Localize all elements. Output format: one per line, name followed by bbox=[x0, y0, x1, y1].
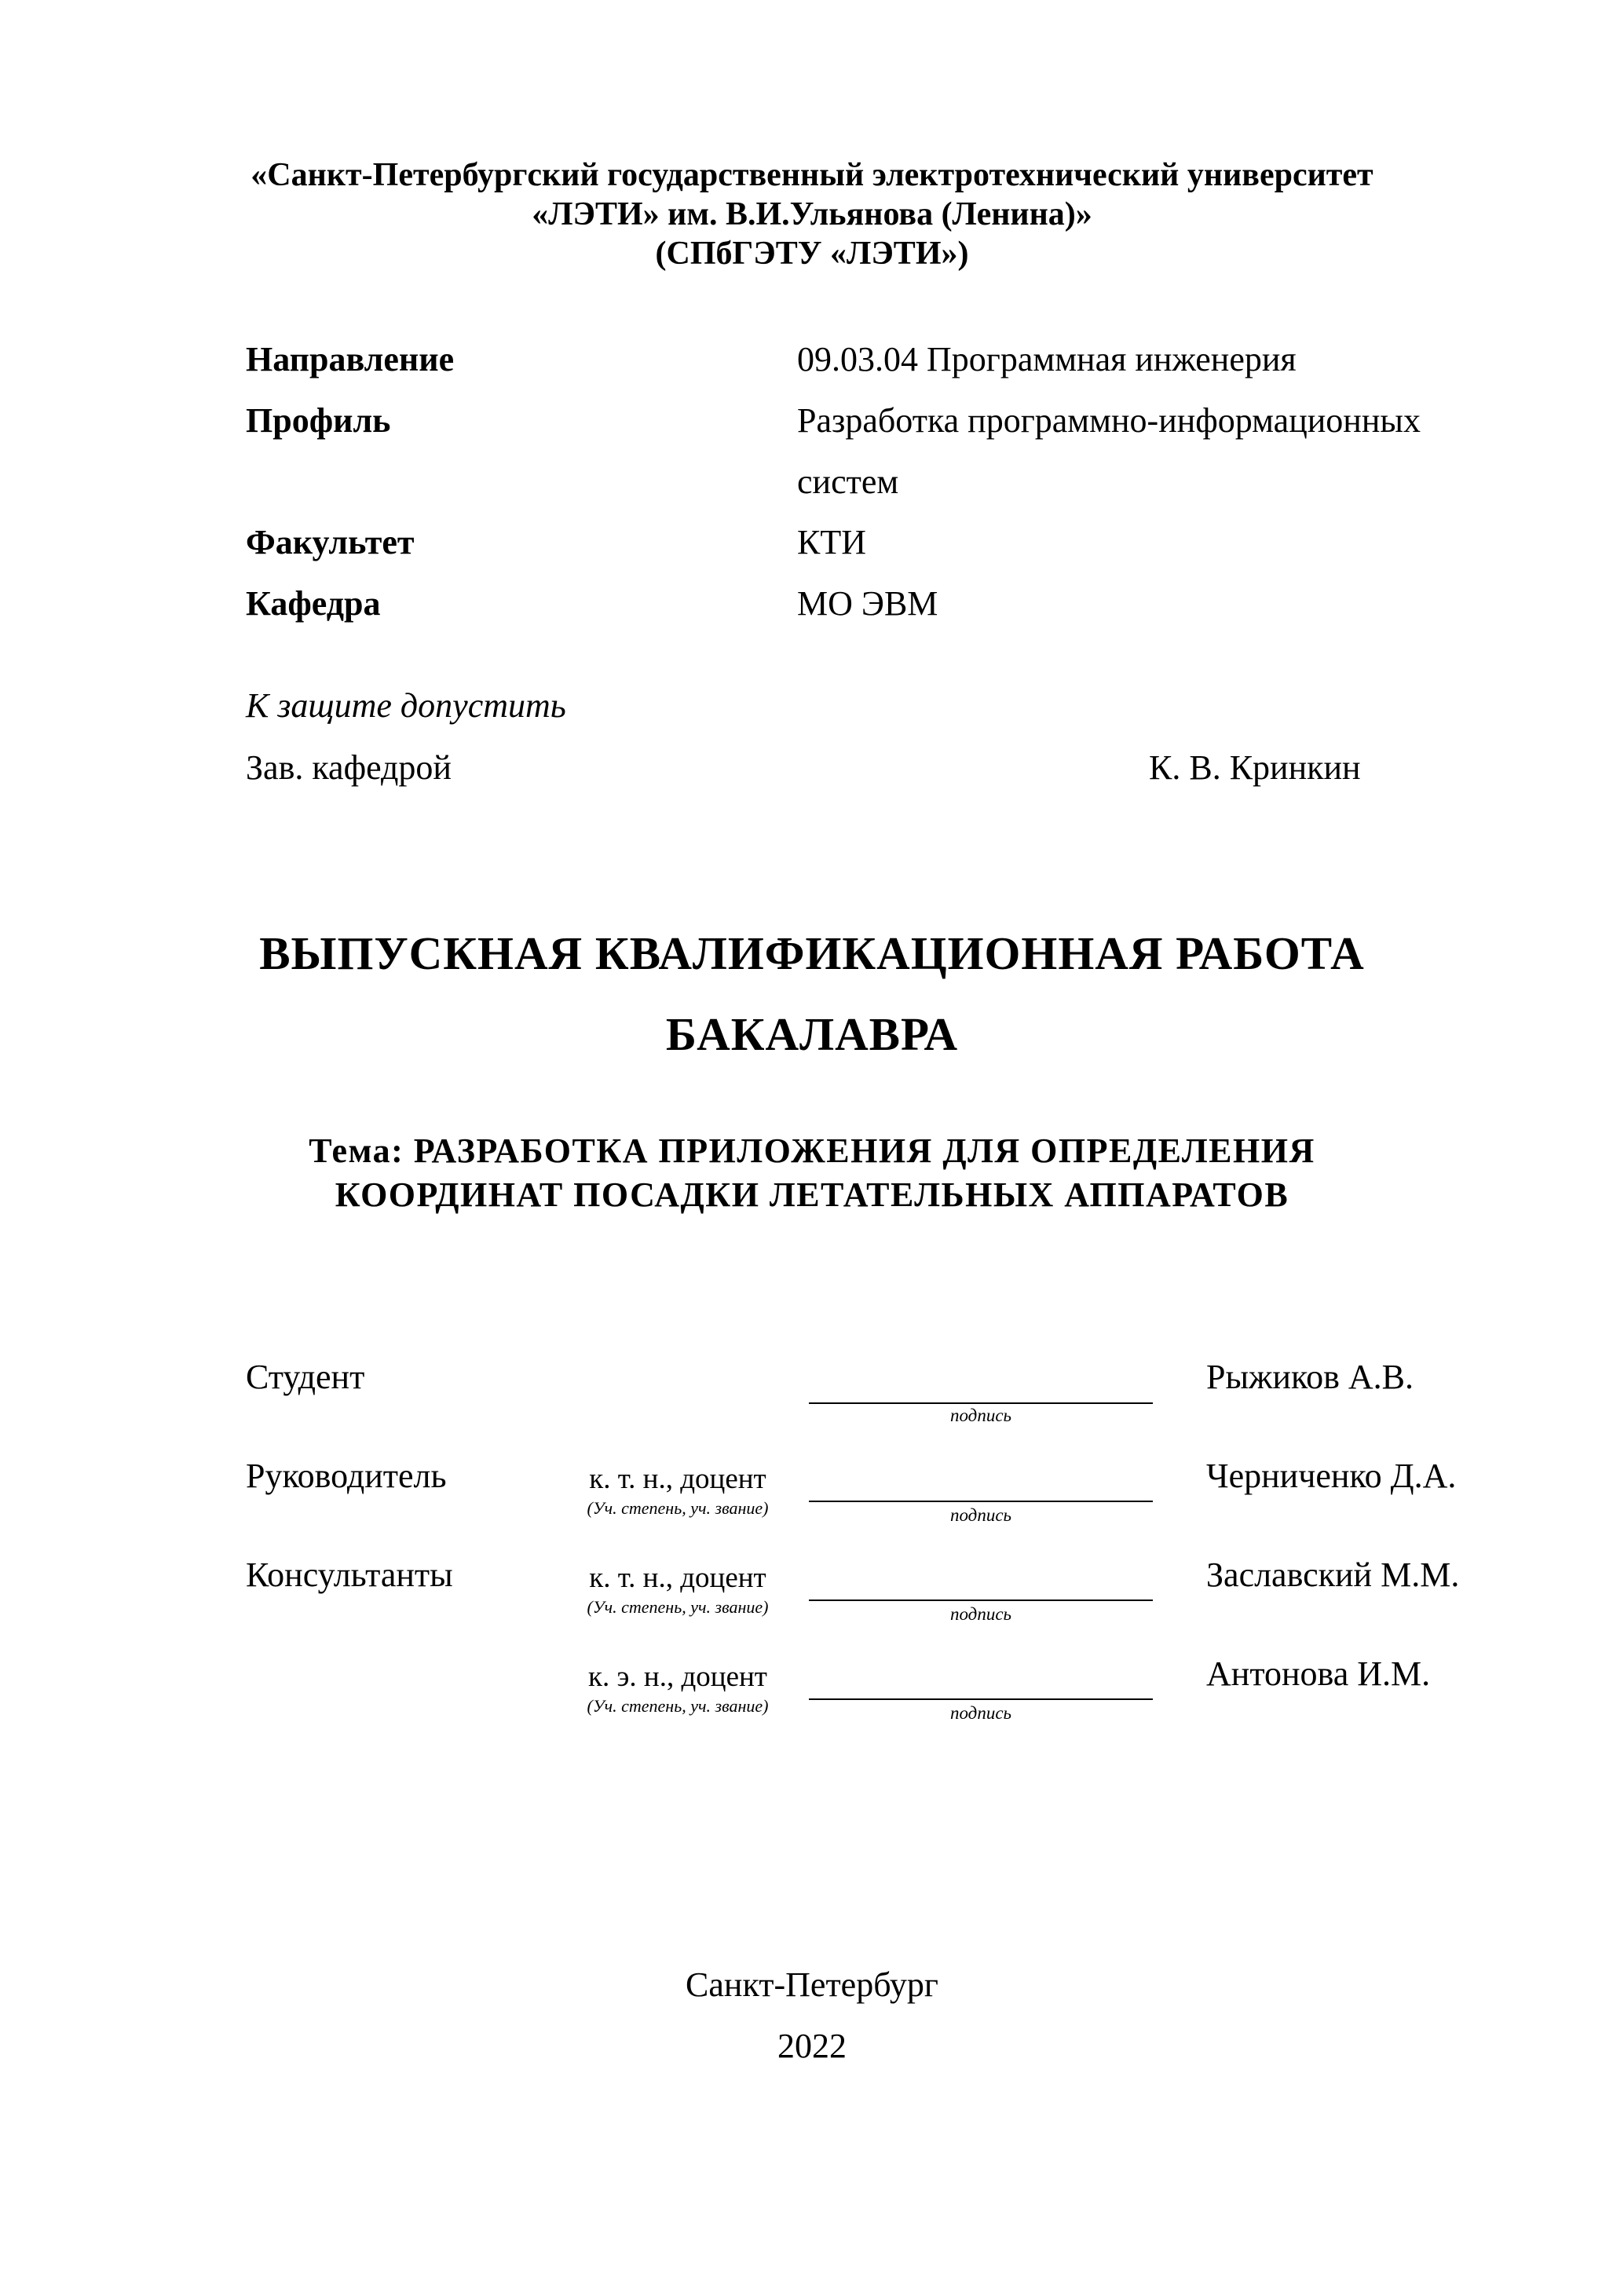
approval-role: Зав. кафедрой bbox=[246, 748, 452, 787]
theme-line1: Тема: РАЗРАБОТКА ПРИЛОЖЕНИЯ ДЛЯ ОПРЕДЕЛЕНИЯ bbox=[309, 1132, 1315, 1170]
signature-role-consultants: Консультанты bbox=[246, 1556, 453, 1594]
info-value-faculty: КТИ bbox=[797, 523, 866, 561]
signature-caption: подпись bbox=[949, 1406, 1011, 1425]
document-title-line1: ВЫПУСКНАЯ КВАЛИФИКАЦИОННАЯ РАБОТА bbox=[259, 927, 1365, 979]
university-name-line2: «ЛЭТИ» им. В.И.Ульянова (Ленина)» bbox=[532, 196, 1092, 232]
university-name-line1: «Санкт-Петербургский государственный электротехнический университет bbox=[251, 157, 1373, 193]
signature-role-student: Студент bbox=[246, 1358, 365, 1396]
info-value-profile-cont: систем bbox=[797, 462, 899, 501]
signature-name-student: Рыжиков А.В. bbox=[1206, 1358, 1414, 1396]
signature-line bbox=[809, 1600, 1153, 1601]
info-label-direction: Направление bbox=[246, 340, 455, 378]
document-title-line2: БАКАЛАВРА bbox=[665, 1008, 959, 1060]
info-label-department: Кафедра bbox=[246, 584, 381, 623]
signature-caption: подпись bbox=[949, 1703, 1011, 1723]
university-abbreviation: (СПбГЭТУ «ЛЭТИ») bbox=[655, 236, 969, 272]
signature-name-consultant-2: Антонова И.М. bbox=[1206, 1654, 1431, 1693]
signature-line bbox=[809, 1501, 1153, 1502]
approval-name: К. В. Кринкин bbox=[1149, 748, 1361, 787]
info-value-direction: 09.03.04 Программная инженерия bbox=[797, 340, 1297, 378]
signature-degree: к. т. н., доцент bbox=[589, 1463, 766, 1495]
signature-name-consultant-1: Заславский М.М. bbox=[1206, 1556, 1460, 1594]
signature-degree-caption: (Уч. степень, уч. звание) bbox=[587, 1696, 769, 1716]
signature-degree: к. т. н., доцент bbox=[589, 1562, 766, 1594]
signature-line bbox=[809, 1698, 1153, 1700]
theme-line2: КООРДИНАТ ПОСАДКИ ЛЕТАТЕЛЬНЫХ АППАРАТОВ bbox=[335, 1175, 1289, 1214]
signature-degree-caption: (Уч. степень, уч. звание) bbox=[587, 1597, 769, 1617]
signature-caption: подпись bbox=[949, 1604, 1011, 1624]
footer-year: 2022 bbox=[777, 2027, 847, 2065]
signature-role-supervisor: Руководитель bbox=[246, 1457, 447, 1495]
signature-degree-caption: (Уч. степень, уч. звание) bbox=[587, 1498, 769, 1518]
info-label-profile: Профиль bbox=[246, 401, 391, 440]
approval-caption: К защите допустить bbox=[246, 686, 566, 725]
info-label-faculty: Факультет bbox=[246, 523, 415, 561]
signature-name-supervisor: Черниченко Д.А. bbox=[1206, 1457, 1457, 1495]
signature-line bbox=[809, 1402, 1153, 1404]
info-value-department: МО ЭВМ bbox=[797, 584, 938, 623]
footer-city: Санкт-Петербург bbox=[686, 1965, 938, 2004]
signature-caption: подпись bbox=[949, 1505, 1011, 1525]
info-value-profile: Разработка программно-информационных bbox=[797, 401, 1421, 440]
signature-degree: к. э. н., доцент bbox=[588, 1661, 767, 1693]
